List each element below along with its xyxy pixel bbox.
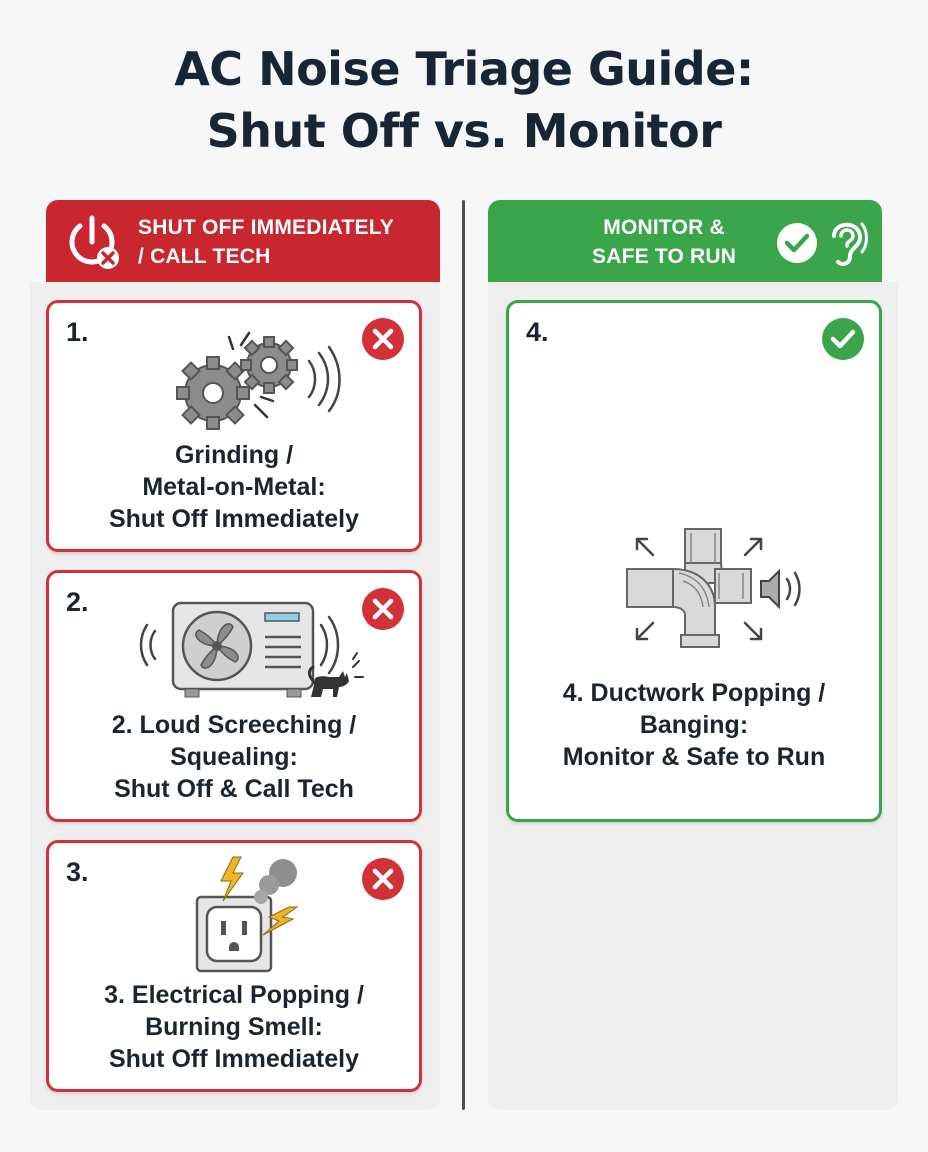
card-number: 4. xyxy=(526,317,549,347)
electrical-outlet-icon xyxy=(185,851,315,973)
card-label-line-3: Shut Off Immediately xyxy=(108,505,360,533)
card-label-line-2: Squealing: xyxy=(170,743,298,771)
shut-off-header-line-2: / CALL TECH xyxy=(138,245,271,268)
card-label xyxy=(49,979,419,1075)
gears-icon xyxy=(171,325,341,435)
card-label-line-3: Shut Off & Call Tech xyxy=(114,775,354,803)
card-number: 3. xyxy=(66,857,89,887)
title-line-2: Shut Off vs. Monitor xyxy=(206,104,722,158)
monitor-header-text xyxy=(592,213,736,271)
noise-card-electrical xyxy=(46,840,422,1092)
check-circle-icon xyxy=(821,317,865,361)
column-divider xyxy=(462,200,465,1110)
ear-icon xyxy=(826,214,870,272)
card-label-line-2: Burning Smell: xyxy=(145,1013,323,1041)
check-circle-icon xyxy=(776,222,818,264)
card-label xyxy=(49,439,419,535)
shut-off-header-text xyxy=(138,213,394,271)
ac-unit-icon xyxy=(133,597,365,703)
monitor-header-line-2: SAFE TO RUN xyxy=(592,245,737,268)
card-label-line-1: 3. Electrical Popping / xyxy=(104,981,364,1009)
power-off-icon xyxy=(60,212,124,272)
page-title xyxy=(0,38,928,162)
noise-card-ductwork xyxy=(506,300,882,822)
noise-card-screeching xyxy=(46,570,422,822)
card-number: 1. xyxy=(66,317,89,347)
shut-off-header xyxy=(46,200,440,282)
monitor-header-line-1: MONITOR & xyxy=(603,216,725,239)
ductwork-icon xyxy=(619,523,809,653)
card-label-line-3: Shut Off Immediately xyxy=(108,1045,360,1073)
title-line-1: AC Noise Triage Guide: xyxy=(174,42,754,96)
card-label-line-3: Monitor & Safe to Run xyxy=(562,743,826,771)
monitor-header xyxy=(488,200,882,282)
card-label xyxy=(509,677,879,773)
card-number: 2. xyxy=(66,587,89,617)
card-label-line-1: Grinding / xyxy=(174,441,294,469)
x-circle-icon xyxy=(361,857,405,901)
card-label-line-2: Metal-on-Metal: xyxy=(142,473,326,501)
card-label-line-1: 2. Loud Screeching / xyxy=(111,711,357,739)
card-label-line-2: Banging: xyxy=(639,711,749,739)
noise-card-grinding xyxy=(46,300,422,552)
card-label xyxy=(49,709,419,805)
x-circle-icon xyxy=(361,317,405,361)
shut-off-header-line-1: SHUT OFF IMMEDIATELY xyxy=(138,216,394,239)
card-label-line-1: 4. Ductwork Popping / xyxy=(562,679,826,707)
x-circle-icon xyxy=(361,587,405,631)
